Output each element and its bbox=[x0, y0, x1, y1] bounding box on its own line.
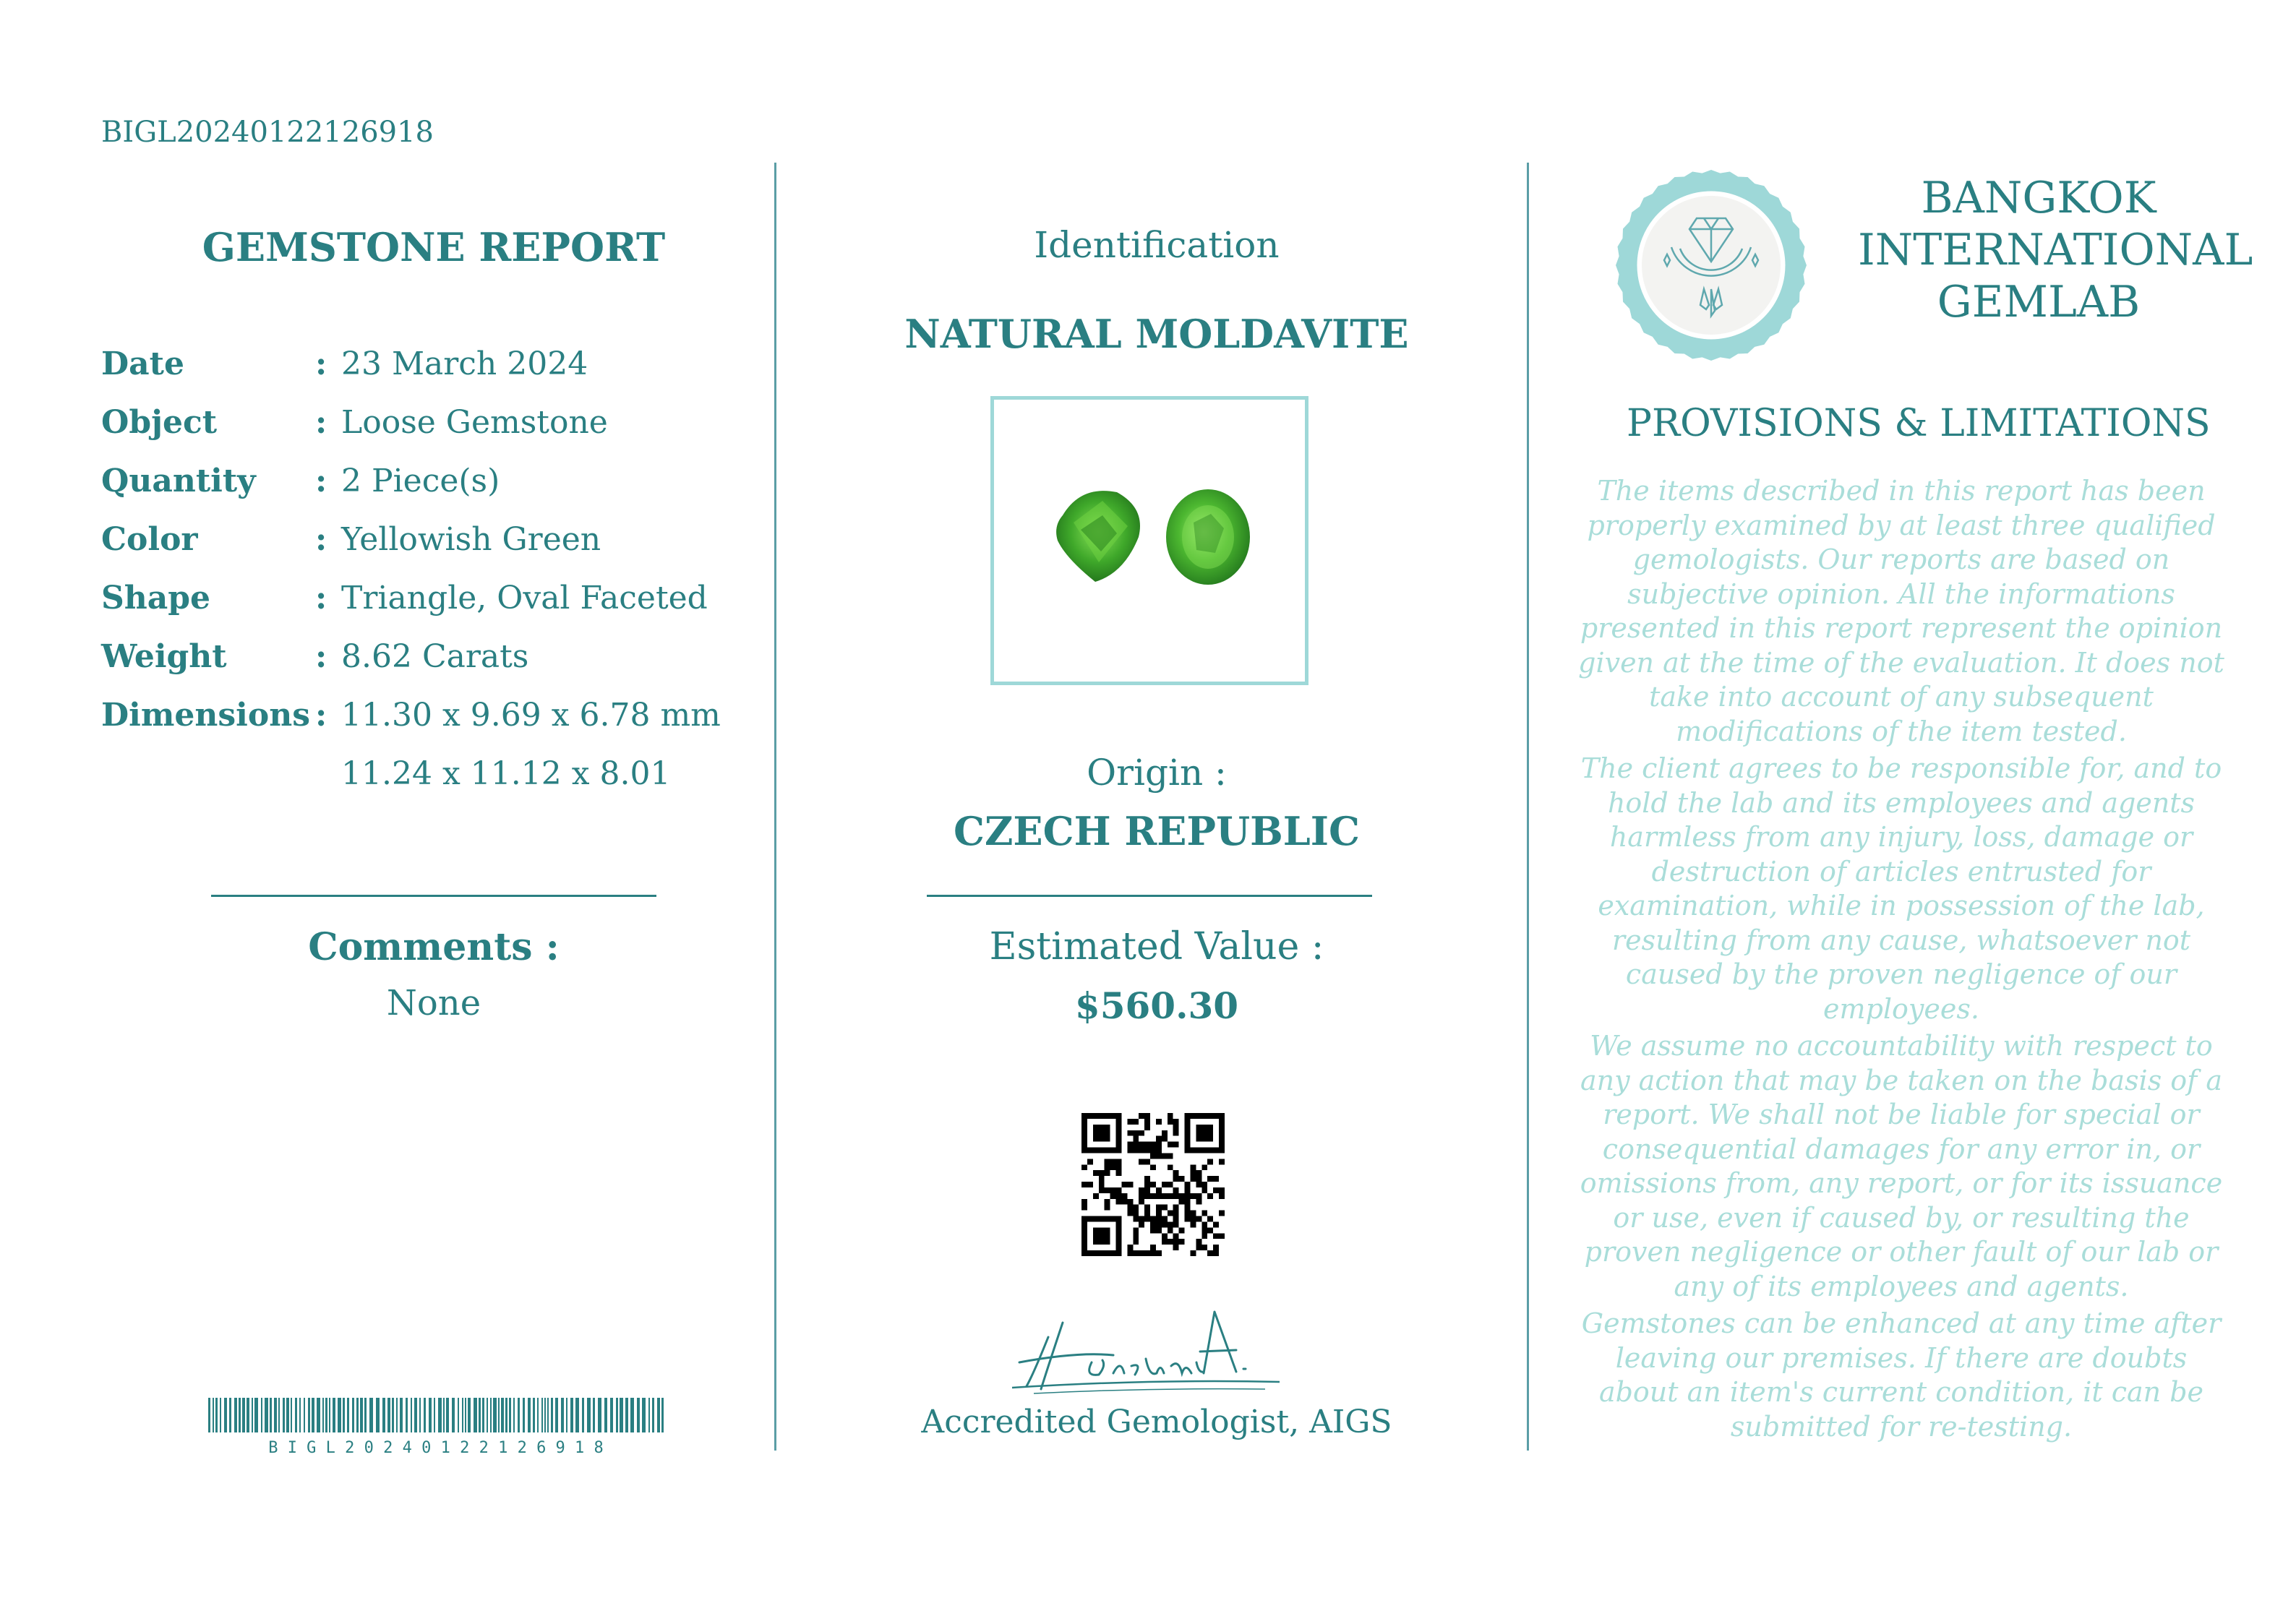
field-colon: : bbox=[315, 463, 327, 499]
provisions-paragraph-1: The items described in this report has been properly examined by at least three qualified gemologists. Our reports are based on subjective opinion. All the informations presented in this report represent the opinion given at the time of the evaluation. It does not take into account of any subsequent modifications of the item tested. bbox=[1578, 475, 2224, 747]
field-colon: : bbox=[315, 521, 327, 558]
estimated-value-label: Estimated Value : bbox=[989, 925, 1324, 968]
lab-name-line-2: INTERNATIONAL bbox=[1858, 225, 2253, 275]
field-value-color: Yellowish Green bbox=[341, 521, 601, 558]
field-label-weight: Weight bbox=[101, 638, 227, 675]
origin-value: CZECH REPUBLIC bbox=[954, 808, 1360, 854]
field-label-dimensions: Dimensions bbox=[101, 697, 311, 734]
field-value-date: 23 March 2024 bbox=[341, 345, 588, 382]
provisions-paragraph-2: The client agrees to be responsible for, and to hold the lab and its employees and agents harmless from any injury, loss, damage or destruction of articles entrusted for examination, while in possession of the lab, resulting from any cause, whatsoever not caused by the proven negligence of our employees. bbox=[1580, 752, 2222, 1025]
field-label-shape: Shape bbox=[101, 580, 211, 616]
field-colon: : bbox=[315, 345, 327, 382]
gemstone-photo bbox=[994, 400, 1305, 682]
signature bbox=[1005, 1294, 1294, 1395]
field-label-quantity: Quantity bbox=[101, 463, 256, 499]
divider-middle bbox=[927, 895, 1372, 897]
barcode-text: B I G L 2 0 2 4 0 1 2 2 1 2 6 9 1 8 bbox=[268, 1439, 604, 1456]
origin-label: Origin : bbox=[1087, 752, 1227, 794]
comments-label: Comments : bbox=[308, 925, 560, 969]
column-divider-right bbox=[1527, 163, 1529, 1451]
identification-value: NATURAL MOLDAVITE bbox=[904, 311, 1409, 357]
qr-code bbox=[1081, 1113, 1225, 1256]
field-label-object: Object bbox=[101, 404, 218, 441]
signature-caption: Accredited Gemologist, AIGS bbox=[921, 1404, 1392, 1440]
provisions-paragraph-4: Gemstones can be enhanced at any time after leaving our premises. If there are doubts about an item's current condition, it can be submitted for re-testing. bbox=[1581, 1307, 2222, 1443]
field-value-dimensions-second: 11.24 x 11.12 x 8.01 bbox=[341, 755, 671, 792]
provisions-title: PROVISIONS & LIMITATIONS bbox=[1627, 402, 2211, 445]
lab-name-line-3: GEMLAB bbox=[1937, 277, 2141, 327]
divider-left bbox=[211, 895, 656, 897]
field-colon: : bbox=[315, 697, 327, 734]
field-value-object: Loose Gemstone bbox=[341, 404, 608, 441]
lab-seal-logo bbox=[1614, 168, 1809, 363]
lab-name-line-1: BANGKOK bbox=[1921, 173, 2156, 223]
report-number: BIGL20240122126918 bbox=[101, 116, 434, 149]
field-label-date: Date bbox=[101, 345, 184, 382]
estimated-value-amount: $560.30 bbox=[1074, 984, 1239, 1027]
gemstone-photo-frame bbox=[990, 396, 1308, 685]
barcode bbox=[208, 1398, 664, 1456]
identification-label: Identification bbox=[1034, 224, 1280, 266]
field-value-quantity: 2 Piece(s) bbox=[341, 463, 500, 499]
field-label-color: Color bbox=[101, 521, 198, 558]
field-value-shape: Triangle, Oval Faceted bbox=[341, 580, 708, 616]
column-divider-left bbox=[774, 163, 776, 1451]
field-colon: : bbox=[315, 638, 327, 675]
field-value-weight: 8.62 Carats bbox=[341, 638, 529, 675]
field-colon: : bbox=[315, 580, 327, 616]
report-title: GEMSTONE REPORT bbox=[202, 224, 666, 270]
field-value-dimensions: 11.30 x 9.69 x 6.78 mm bbox=[341, 697, 721, 734]
field-colon: : bbox=[315, 404, 327, 441]
lab-name bbox=[1858, 172, 2253, 328]
provisions-paragraph-3: We assume no accountability with respect to any action that may be taken on the basis of a report. We shall not be liable for special or consequential damages for any error in, or omissions from, any report, or for its issuance or use, even if caused by, or resulting the proven negligence or other fault of our lab or any of its employees and agents. bbox=[1580, 1030, 2223, 1302]
comments-value: None bbox=[386, 983, 481, 1023]
